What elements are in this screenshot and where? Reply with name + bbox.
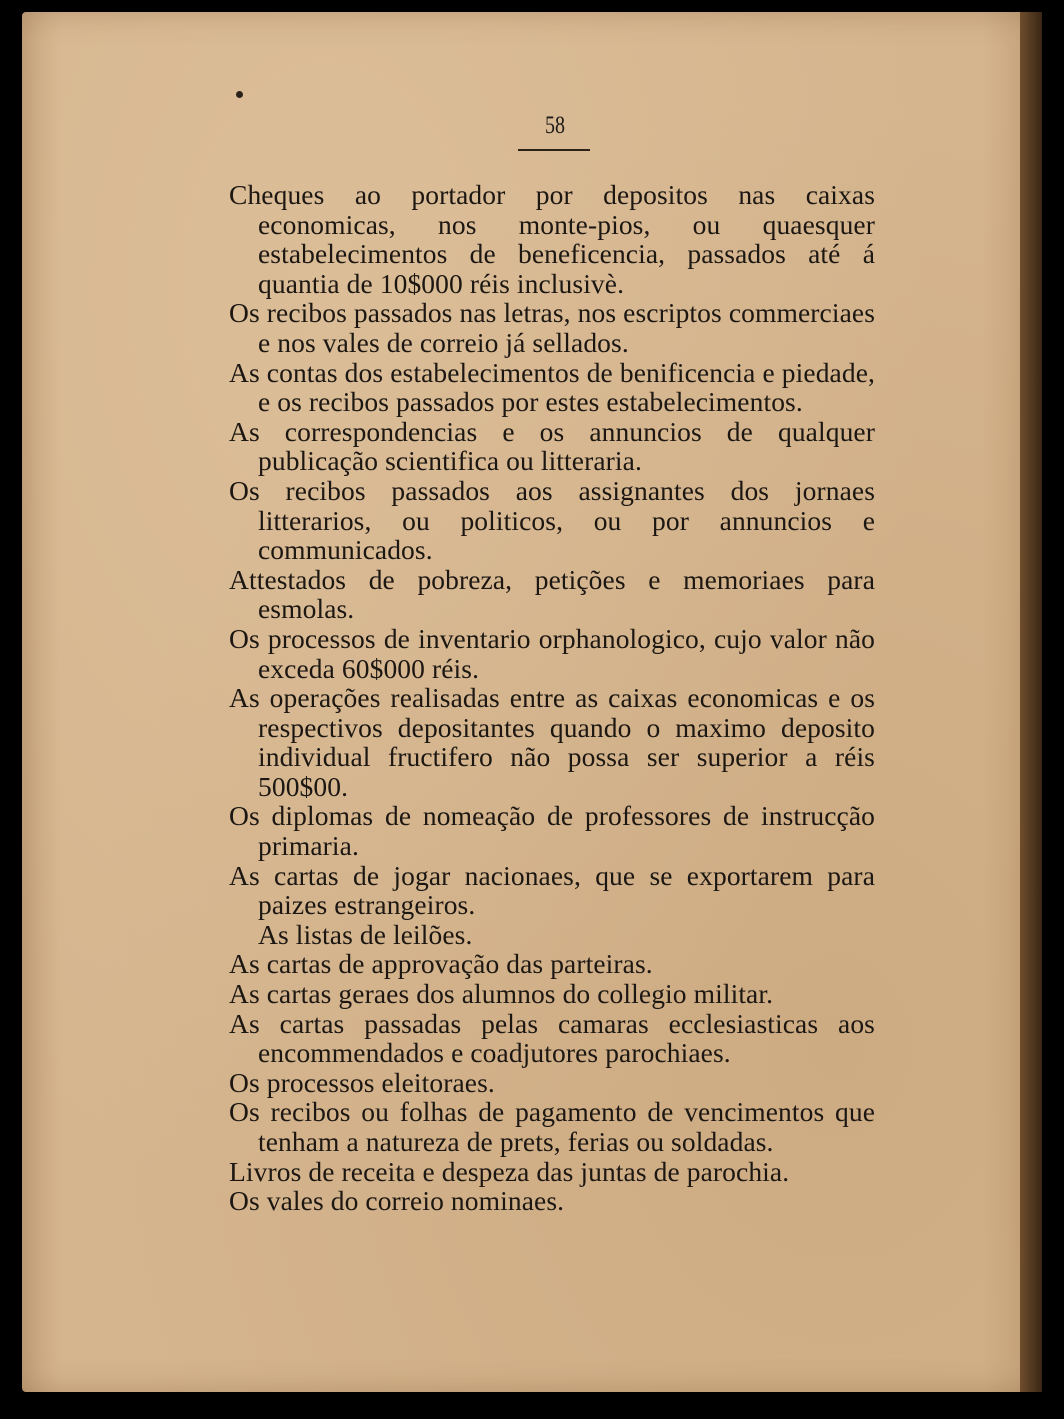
list-item: Os processos eleitoraes. <box>229 1066 495 1098</box>
list-item: Os processos de inventario orphanologico, cujo valor não exceda 60$000 réis. <box>229 622 875 684</box>
list-item: Os recibos passados aos assignantes dos jornaes litterarios, ou politicos, ou por annuncios e communicados. <box>229 474 875 566</box>
book-spine <box>1020 12 1042 1392</box>
list-item: Os diplomas de nomeação de professores de instrucção primaria. <box>229 800 875 862</box>
list-item: Cheques ao portador por depositos nas caixas economicas, nos monte-pios, ou quaesquer estabelecimentos de beneficencia, passados até á quantia de 10$000 réis inclusivè. <box>229 179 875 299</box>
page-number: 58 <box>545 112 565 139</box>
list-item: Os recibos passados nas letras, nos escriptos commerciaes e nos vales de correio já sellados. <box>229 297 875 358</box>
list-item: Os recibos ou folhas de pagamento de vencimentos que tenham a natureza de prets, ferias ou soldadas. <box>229 1096 875 1157</box>
list-item: As listas de leilões. <box>258 918 473 950</box>
list-item: Attestados de pobreza, petições e memoriaes para esmolas. <box>229 563 875 625</box>
list-item: As cartas de approvação das parteiras. <box>229 948 653 980</box>
page-number-rule <box>518 149 590 151</box>
list-item: As contas dos estabelecimentos de benificencia e piedade, e os recibos passados por estes estabelecimentos. <box>229 356 875 418</box>
list-item: As cartas geraes dos alumnos do collegio militar. <box>229 978 774 1010</box>
list-item: As cartas passadas pelas camaras ecclesiasticas aos encommendados e coadjutores parochiaes. <box>229 1007 875 1069</box>
ink-dot <box>236 91 243 98</box>
list-item: As cartas de jogar nacionaes, que se exportarem para paizes estrangeiros. <box>229 859 875 921</box>
list-item: Os vales do correio nominaes. <box>229 1185 565 1217</box>
list-item: As operações realisadas entre as caixas economicas e os respectivos depositantes quando o maximo deposito individual fructifero não possa ser superior a réis 500$00. <box>229 682 875 802</box>
list-item: As correspondencias e os annuncios de qualquer publicação scientifica ou litteraria. <box>229 415 875 477</box>
list-item: Livros de receita e despeza das juntas de parochia. <box>229 1155 790 1187</box>
exemption-list <box>229 180 875 1216</box>
